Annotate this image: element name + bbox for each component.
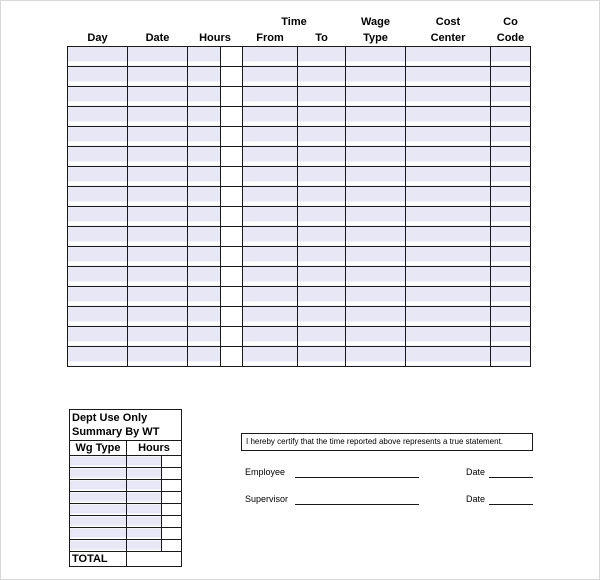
summary-total-value[interactable] [127, 552, 182, 567]
cell-hours-spacer[interactable] [221, 226, 243, 246]
cell-co-code[interactable] [491, 46, 531, 66]
cell-cost-center[interactable] [406, 66, 491, 86]
header-cost: Cost [435, 16, 461, 28]
timesheet-row [68, 286, 531, 306]
cell-co-code[interactable] [491, 166, 531, 186]
cell-hours-spacer[interactable] [221, 46, 243, 66]
cell-date[interactable] [128, 306, 188, 326]
cell-date[interactable] [128, 266, 188, 286]
cell-co-code[interactable] [491, 206, 531, 226]
cell-date[interactable] [128, 286, 188, 306]
cell-wage-type[interactable] [346, 126, 406, 146]
timesheet-row [68, 206, 531, 226]
header-date: Date [145, 31, 170, 44]
cell-co-code[interactable] [491, 306, 531, 326]
summary-row [70, 480, 182, 492]
cell-hours[interactable] [188, 126, 221, 146]
cell-day[interactable] [68, 146, 128, 166]
cell-hours[interactable] [188, 86, 221, 106]
cell-time-to[interactable] [298, 86, 346, 106]
cell-day[interactable] [68, 126, 128, 146]
cell-time-from[interactable] [243, 126, 298, 146]
summary-cell-hours[interactable] [127, 492, 162, 504]
timesheet-row [68, 66, 531, 86]
employee-signature-line[interactable] [295, 467, 419, 478]
summary-row [70, 504, 182, 516]
timesheet-row [68, 226, 531, 246]
cell-date[interactable] [128, 66, 188, 86]
cell-hours-spacer[interactable] [221, 246, 243, 266]
cell-day[interactable] [68, 106, 128, 126]
summary-cell-hours[interactable] [127, 504, 162, 516]
cell-cost-center[interactable] [406, 326, 491, 346]
cell-hours-spacer[interactable] [221, 206, 243, 226]
cell-hours-spacer[interactable] [221, 146, 243, 166]
cell-hours[interactable] [188, 226, 221, 246]
timesheet-row [68, 106, 531, 126]
cell-cost-center[interactable] [406, 186, 491, 206]
cell-co-code[interactable] [491, 246, 531, 266]
cell-time-to[interactable] [298, 66, 346, 86]
cell-date[interactable] [128, 226, 188, 246]
cell-time-from[interactable] [243, 146, 298, 166]
cell-time-from[interactable] [243, 166, 298, 186]
cell-time-to[interactable] [298, 126, 346, 146]
cell-hours-spacer[interactable] [221, 266, 243, 286]
cell-hours-spacer[interactable] [221, 346, 243, 366]
summary-cell-hours-spacer[interactable] [162, 540, 182, 552]
cell-day[interactable] [68, 46, 128, 66]
header-co: Co [503, 16, 518, 28]
cell-hours[interactable] [188, 166, 221, 186]
cell-hours-spacer[interactable] [221, 186, 243, 206]
cell-time-from[interactable] [243, 186, 298, 206]
cell-cost-center[interactable] [406, 46, 491, 66]
summary-cell-hours-spacer[interactable] [162, 504, 182, 516]
cell-time-from[interactable] [243, 66, 298, 86]
cell-cost-center[interactable] [406, 286, 491, 306]
cell-co-code[interactable] [491, 226, 531, 246]
cell-wage-type[interactable] [346, 346, 406, 366]
cell-date[interactable] [128, 346, 188, 366]
cell-hours[interactable] [188, 286, 221, 306]
cell-wage-type[interactable] [346, 146, 406, 166]
summary-row [70, 516, 182, 528]
cell-time-to[interactable] [298, 146, 346, 166]
cell-date[interactable] [128, 166, 188, 186]
cell-cost-center[interactable] [406, 86, 491, 106]
cell-wage-type[interactable] [346, 86, 406, 106]
summary-cell-wg-type[interactable] [70, 504, 127, 516]
employee-signature-row [241, 467, 533, 478]
cell-day[interactable] [68, 326, 128, 346]
cell-co-code[interactable] [491, 146, 531, 166]
timesheet-table [67, 15, 531, 367]
cell-cost-center[interactable] [406, 346, 491, 366]
cell-wage-type[interactable] [346, 66, 406, 86]
cell-hours[interactable] [188, 186, 221, 206]
cell-date[interactable] [128, 206, 188, 226]
cell-cost-center[interactable] [406, 146, 491, 166]
cell-day[interactable] [68, 186, 128, 206]
cell-wage-type[interactable] [346, 166, 406, 186]
cell-day[interactable] [68, 226, 128, 246]
cell-time-to[interactable] [298, 246, 346, 266]
summary-header-hours: Hours [127, 441, 182, 456]
cell-time-from[interactable] [243, 86, 298, 106]
cell-time-from[interactable] [243, 246, 298, 266]
cell-time-to[interactable] [298, 306, 346, 326]
cell-co-code[interactable] [491, 346, 531, 366]
cell-hours-spacer[interactable] [221, 106, 243, 126]
cell-time-to[interactable] [298, 206, 346, 226]
timesheet-row [68, 46, 531, 66]
header-wage: Wage [361, 16, 390, 28]
timesheet-row [68, 266, 531, 286]
employee-date-label: Date [465, 467, 485, 477]
summary-row [70, 456, 182, 468]
employee-label: Employee [245, 467, 286, 477]
cell-co-code[interactable] [491, 126, 531, 146]
summary-cell-hours[interactable] [127, 540, 162, 552]
cell-day[interactable] [68, 306, 128, 326]
cell-cost-center[interactable] [406, 126, 491, 146]
cell-hours[interactable] [188, 146, 221, 166]
cell-day[interactable] [68, 86, 128, 106]
timesheet-row [68, 306, 531, 326]
cell-time-to[interactable] [298, 266, 346, 286]
summary-cell-hours-spacer[interactable] [162, 480, 182, 492]
summary-title-cell [70, 410, 182, 441]
cell-cost-center[interactable] [406, 226, 491, 246]
cell-time-from[interactable] [243, 266, 298, 286]
summary-row [70, 492, 182, 504]
summary-cell-wg-type[interactable] [70, 468, 127, 480]
cell-time-from[interactable] [243, 306, 298, 326]
cell-co-code[interactable] [491, 326, 531, 346]
summary-cell-wg-type[interactable] [70, 516, 127, 528]
header-to: To [315, 31, 328, 44]
cell-day[interactable] [68, 266, 128, 286]
timesheet-row [68, 166, 531, 186]
timesheet-row [68, 246, 531, 266]
cell-wage-type[interactable] [346, 306, 406, 326]
summary-title-line2: Summary By WT [72, 426, 160, 438]
cell-time-to[interactable] [298, 166, 346, 186]
summary-header-wg-type: Wg Type [70, 441, 127, 456]
summary-cell-hours[interactable] [127, 468, 162, 480]
cell-wage-type[interactable] [346, 46, 406, 66]
cell-day[interactable] [68, 66, 128, 86]
cell-hours[interactable] [188, 46, 221, 66]
certification-block [241, 433, 533, 505]
cell-cost-center[interactable] [406, 206, 491, 226]
header-center: Center [430, 31, 466, 44]
header-day: Day [87, 31, 108, 44]
supervisor-date-line[interactable] [489, 494, 533, 505]
cell-hours[interactable] [188, 246, 221, 266]
cell-date[interactable] [128, 186, 188, 206]
header-spacer [188, 15, 243, 30]
timesheet-row [68, 146, 531, 166]
summary-cell-hours-spacer[interactable] [162, 528, 182, 540]
cell-hours-spacer[interactable] [221, 306, 243, 326]
certification-statement: I hereby certify that the time reported above represents a true statement. [241, 433, 533, 451]
cell-date[interactable] [128, 246, 188, 266]
timesheet-row [68, 126, 531, 146]
supervisor-label: Supervisor [245, 494, 289, 504]
cell-hours[interactable] [188, 106, 221, 126]
cell-date[interactable] [128, 86, 188, 106]
summary-cell-wg-type[interactable] [70, 480, 127, 492]
timesheet-row [68, 326, 531, 346]
summary-cell-wg-type[interactable] [70, 492, 127, 504]
header-spacer [128, 15, 188, 30]
cell-cost-center[interactable] [406, 306, 491, 326]
summary-cell-wg-type[interactable] [70, 528, 127, 540]
timesheet-row [68, 86, 531, 106]
cell-co-code[interactable] [491, 86, 531, 106]
supervisor-signature-line[interactable] [295, 494, 419, 505]
header-code: Code [496, 31, 525, 44]
summary-total-label: TOTAL [70, 552, 127, 567]
summary-title-line1: Dept Use Only [72, 412, 148, 424]
cell-co-code[interactable] [491, 266, 531, 286]
cell-hours[interactable] [188, 206, 221, 226]
cell-date[interactable] [128, 126, 188, 146]
summary-cell-wg-type[interactable] [70, 456, 127, 468]
cell-cost-center[interactable] [406, 106, 491, 126]
cell-co-code[interactable] [491, 106, 531, 126]
cell-wage-type[interactable] [346, 246, 406, 266]
cell-time-to[interactable] [298, 46, 346, 66]
summary-row [70, 468, 182, 480]
cell-day[interactable] [68, 286, 128, 306]
supervisor-date-label: Date [465, 494, 485, 504]
cell-day[interactable] [68, 346, 128, 366]
cell-wage-type[interactable] [346, 206, 406, 226]
header-from: From [256, 31, 284, 44]
cell-cost-center[interactable] [406, 266, 491, 286]
summary-row [70, 540, 182, 552]
cell-time-from[interactable] [243, 346, 298, 366]
cell-hours[interactable] [188, 306, 221, 326]
cell-hours[interactable] [188, 266, 221, 286]
header-hours: Hours [199, 31, 231, 44]
summary-cell-hours[interactable] [127, 480, 162, 492]
summary-table [69, 409, 182, 567]
summary-header-row [70, 441, 182, 456]
header-spacer [68, 15, 128, 30]
timesheet-table-body [68, 46, 531, 366]
cell-date[interactable] [128, 326, 188, 346]
summary-title-row [70, 410, 182, 441]
summary-cell-hours[interactable] [127, 516, 162, 528]
cell-hours-spacer[interactable] [221, 326, 243, 346]
summary-row [70, 528, 182, 540]
cell-time-to[interactable] [298, 186, 346, 206]
cell-wage-type[interactable] [346, 266, 406, 286]
summary-cell-hours[interactable] [127, 528, 162, 540]
cell-hours-spacer[interactable] [221, 66, 243, 86]
timesheet-row [68, 346, 531, 366]
cell-time-from[interactable] [243, 326, 298, 346]
cell-co-code[interactable] [491, 286, 531, 306]
cell-hours-spacer[interactable] [221, 86, 243, 106]
cell-hours[interactable] [188, 346, 221, 366]
timesheet-table-header [68, 15, 531, 46]
cell-hours-spacer[interactable] [221, 286, 243, 306]
cell-hours-spacer[interactable] [221, 166, 243, 186]
cell-date[interactable] [128, 146, 188, 166]
cell-time-to[interactable] [298, 346, 346, 366]
cell-time-from[interactable] [243, 206, 298, 226]
cell-wage-type[interactable] [346, 226, 406, 246]
cell-wage-type[interactable] [346, 106, 406, 126]
summary-cell-wg-type[interactable] [70, 540, 127, 552]
summary-total-row [70, 552, 182, 567]
cell-cost-center[interactable] [406, 246, 491, 266]
cell-day[interactable] [68, 246, 128, 266]
summary-cell-hours-spacer[interactable] [162, 516, 182, 528]
cell-time-from[interactable] [243, 226, 298, 246]
cell-co-code[interactable] [491, 66, 531, 86]
cell-hours[interactable] [188, 326, 221, 346]
cell-hours-spacer[interactable] [221, 126, 243, 146]
summary-cell-hours[interactable] [127, 456, 162, 468]
cell-day[interactable] [68, 166, 128, 186]
cell-time-from[interactable] [243, 286, 298, 306]
cell-wage-type[interactable] [346, 326, 406, 346]
timesheet-row [68, 186, 531, 206]
supervisor-signature-row [241, 494, 533, 505]
summary-cell-hours-spacer[interactable] [162, 492, 182, 504]
cell-time-to[interactable] [298, 326, 346, 346]
employee-date-line[interactable] [489, 467, 533, 478]
cell-date[interactable] [128, 106, 188, 126]
cell-time-to[interactable] [298, 286, 346, 306]
cell-co-code[interactable] [491, 186, 531, 206]
cell-time-to[interactable] [298, 226, 346, 246]
cell-day[interactable] [68, 206, 128, 226]
summary-cell-hours-spacer[interactable] [162, 468, 182, 480]
cell-cost-center[interactable] [406, 166, 491, 186]
cell-wage-type[interactable] [346, 186, 406, 206]
summary-cell-hours-spacer[interactable] [162, 456, 182, 468]
header-time: Time [281, 16, 307, 28]
cell-hours[interactable] [188, 66, 221, 86]
cell-time-to[interactable] [298, 106, 346, 126]
cell-time-from[interactable] [243, 46, 298, 66]
cell-time-from[interactable] [243, 106, 298, 126]
cell-wage-type[interactable] [346, 286, 406, 306]
header-type: Type [363, 31, 388, 44]
cell-date[interactable] [128, 46, 188, 66]
